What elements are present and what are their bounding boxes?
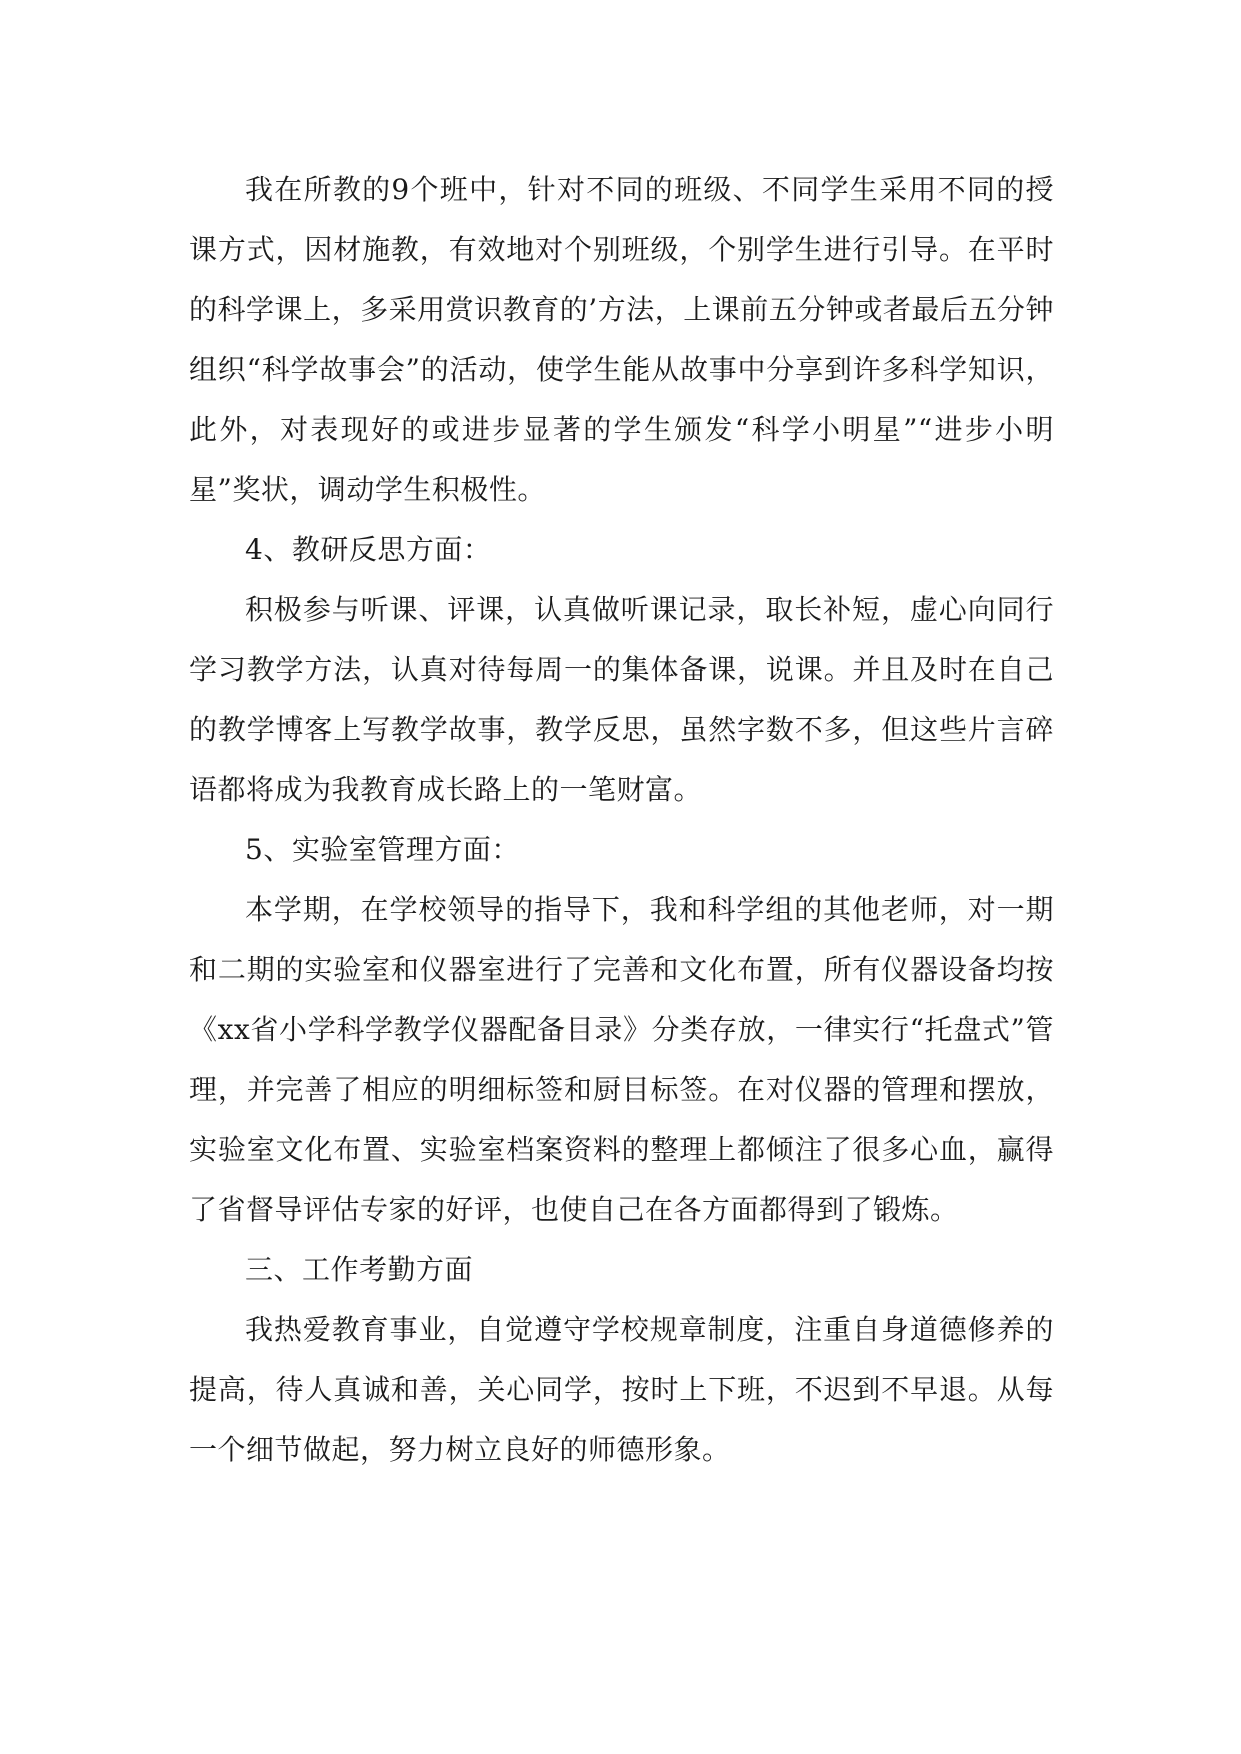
heading-attendance: 三、工作考勤方面	[245, 1253, 474, 1286]
document-body	[189, 160, 1054, 1480]
heading-lab-management: 5、实验室管理方面：	[245, 833, 520, 866]
paragraph-attendance: 我热爱教育事业，自觉遵守学校规章制度，注重自身道德修养的提高，待人真诚和善，关心同学，按时上下班，不迟到不早退。从每一个细节做起，努力树立良好的师德形象。	[189, 1313, 1054, 1466]
paragraph-lab-management: 本学期，在学校领导的指导下，我和科学组的其他老师，对一期和二期的实验室和仪器室进行了完善和文化布置，所有仪器设备均按《xx省小学科学教学仪器配备目录》分类存放，一律实行“托盘式”管理，并完善了相应的明细标签和厨目标签。在对仪器的管理和摆放，实验室文化布置、实验室档案资料的整理上都倾注了很多心血，赢得了省督导评估专家的好评，也使自己在各方面都得到了锻炼。	[189, 893, 1054, 1226]
paragraph-research-reflection: 积极参与听课、评课，认真做听课记录，取长补短，虚心向同行学习教学方法，认真对待每周一的集体备课，说课。并且及时在自己的教学博客上写教学故事，教学反思，虽然字数不多，但这些片言碎语都将成为我教育成长路上的一笔财富。	[189, 593, 1054, 806]
paragraph-teaching-methods: 我在所教的9个班中，针对不同的班级、不同学生采用不同的授课方式，因材施教，有效地对个别班级，个别学生进行引导。在平时的科学课上，多采用赏识教育的’方法，上课前五分钟或者最后五分钟组织“科学故事会”的活动，使学生能从故事中分享到许多科学知识，此外，对表现好的或进步显著的学生颁发“科学小明星”“进步小明星”奖状，调动学生积极性。	[189, 173, 1054, 506]
heading-research-reflection: 4、教研反思方面：	[245, 533, 492, 566]
